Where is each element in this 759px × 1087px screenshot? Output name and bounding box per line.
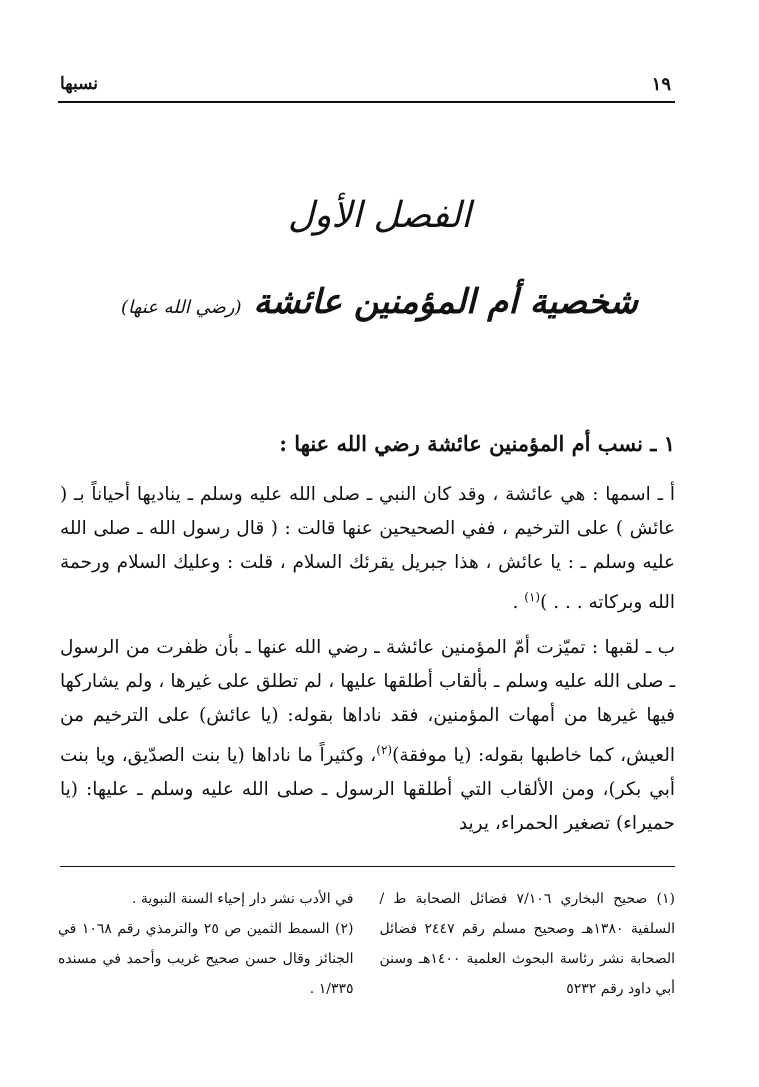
chapter-subtitle bbox=[0, 282, 759, 322]
paragraph-text: أ ـ اسمها : هي عائشة ، وقد كان النبي ـ صلى الله عليه وسلم ـ يناديها أحياناً بـ ( عائش ) على الترخيم ، ففي الصحيحين عنها قالت : ( قال رسول الله ـ صلى الله عليه وسلم ـ : يا عائش ، هذا جبريل يقرئك السلام ، قلت : وعليك السلام ورحمة الله وبركاته . . . ) bbox=[60, 484, 675, 614]
page-number: ١٩ bbox=[651, 74, 671, 95]
footnote-column-left bbox=[58, 884, 354, 1004]
header-rule bbox=[58, 101, 675, 103]
chapter-subtitle-honorific: (رضي الله عنها) bbox=[120, 297, 242, 318]
footnote-line: (٢) السمط الثمين ص ٢٥ والترمذي رقم ١٠٦٨ في الجنائز وقال حسن صحيح غريب وأحمد في مسنده ١/٣٣٥ . bbox=[58, 921, 354, 997]
paragraph-tail: . bbox=[512, 592, 525, 614]
footnote-rule bbox=[60, 866, 675, 867]
chapter-title: الفصل الأول bbox=[287, 195, 472, 236]
paragraph-title bbox=[60, 631, 675, 841]
paragraph-text: ب ـ لقبها : تميّزت أمّ المؤمنين عائشة ـ رضي الله عنها ـ بأن ظفرت من الرسول ـ صلى الله عليه وسلم ـ بألقاب أطلقها عليها ، لم تطلق على غيرها ، ولم يشاركها فيها غيرها من أمهات المؤمنين، فقد ناداها بقوله: (يا عائش) على الترخيم من العيش، كما خاطبها بقوله: (يا موفقة) bbox=[60, 637, 676, 767]
chapter-subtitle-text: شخصية أم المؤمنين عائشة bbox=[253, 282, 639, 322]
main-text bbox=[60, 424, 675, 852]
paragraph-name bbox=[60, 478, 675, 620]
running-title: نسبها bbox=[60, 74, 99, 94]
footnote-ref[interactable]: (١) bbox=[524, 590, 541, 604]
footnotes bbox=[58, 884, 675, 1004]
footnote-line: (١) صحيح البخاري ٧/١٠٦ فضائل الصحابة ط / السلفية ١٣٨٠هـ وصحيح مسلم رقم ٢٤٤٧ فضائل الصحابة نشر رئاسة البحوث العلمية ١٤٠٠هـ وسنن أبي داود رقم ٥٢٣٢ bbox=[379, 891, 675, 997]
footnote-ref[interactable]: (٢) bbox=[376, 743, 393, 758]
footnote-line: في الأدب نشر دار إحياء السنة النبوية . bbox=[132, 891, 354, 907]
footnote-column-right bbox=[380, 884, 676, 1004]
paragraph-tail: ، وكثيراً ما ناداها (يا بنت الصدّيق، ويا بنت أبي بكر)، ومن الألقاب التي أطلقها الرسول ـ صلى الله عليه وسلم ـ عليها: (يا حميراء) تصغير الحمراء، يريد bbox=[60, 745, 675, 835]
section-heading: ١ ـ نسب أم المؤمنين عائشة رضي الله عنها : bbox=[279, 431, 675, 456]
